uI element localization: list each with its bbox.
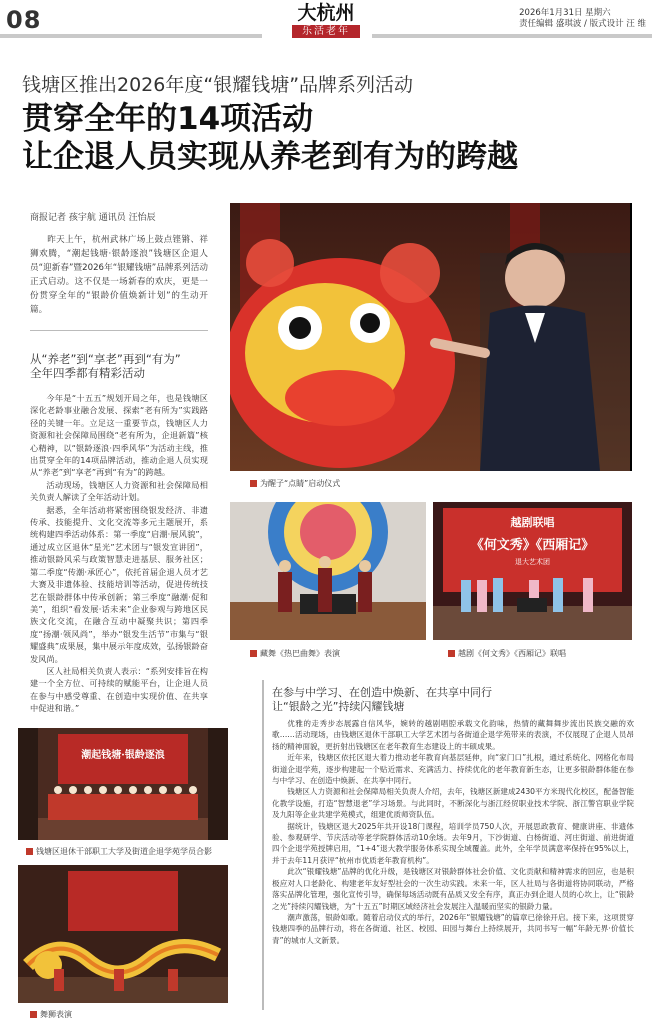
section2-body — [272, 718, 634, 946]
opera-screen-works: 《何文秀》《西厢记》 — [470, 538, 595, 553]
intro-text: 昨天上午，杭州武林广场上鼓点铿锵、祥狮欢腾，“潮起钱塘·银龄逐浪”钱塘区企退人员“迎新春”暨2026年“银耀钱塘”品牌系列活动正式启动。这不仅是一场新春的欢庆，更是一份贯穿全年的“银龄价值焕新计划”的生动开篇。 — [30, 235, 208, 315]
intro-paragraph — [30, 233, 208, 317]
header-rule-left — [0, 34, 262, 38]
section2-title-line-2: 让“银龄之光”持续闪耀钱塘 — [272, 700, 405, 713]
opera-screen-sub: 退大艺术团 — [515, 558, 550, 566]
section2-paragraph: 近年来，钱塘区依托区退大着力推动老年教育向基层延伸，向“家门口”扎根，通过系统化、网格化布局街道企退学苑，逐步构建起一个贴近需求、充满活力、持续优化的老年教育新生态，让更多银龄群体能在参与中学习、在创造中焕新、在共享中同行。 — [272, 753, 634, 786]
section2-paragraph: 优雅的走秀步态展露自信风华，婉转的越剧唱腔承载文化韵味，热情的藏舞舞步流出民族交融的欢歌……活动现场，由钱塘区退休干部职工大学艺术团与各街道企退学苑带来的表演，不仅展现了企退人员昂扬的精神面貌，更折射出钱塘区在老年教育生态建设上的丰硕成果。 — [272, 719, 634, 751]
intro-divider — [30, 330, 208, 331]
section1-title-line-1: 从“养老”到“享老”再到“有为” — [30, 352, 181, 366]
article-headline — [22, 100, 518, 176]
caption-dance — [250, 648, 340, 659]
brand-title: 大杭州 — [297, 2, 355, 24]
photo-dragon-dance — [18, 865, 228, 1003]
photo-tibetan-dance — [230, 502, 426, 640]
section2-title-line-1: 在参与中学习、在创造中焕新、在共享中同行 — [272, 686, 492, 699]
page-number: 08 — [6, 6, 42, 34]
byline: 商报记者 孩宇航 通讯员 汪怡辰 — [30, 213, 156, 223]
caption-opera-text: 越剧《何文秀》《西厢记》联唱 — [458, 649, 566, 658]
caption-group — [26, 846, 212, 857]
header-rule-right — [372, 34, 652, 38]
editors: 责任编辑 盛琪波 / 版式设计 汪 维 — [519, 19, 646, 29]
caption-group-text: 钱塘区退休干部职工大学及街道企退学苑学员合影 — [36, 847, 212, 856]
section1-paragraph: 据悉，全年活动将紧密围绕银发经济、非遗传承、技能提升、文化交流等多元主题展开，系统构建四季活动体系：第一季度“启潮·展风貌”，通过成立区退休“星光”艺术团与“银发宣讲团”，推动银龄风采与政策智慧走进基层、服务社区；第二季度“传潮·承匠心”，依托首届企退人员才艺大赛及非遗体验、技能培训等活动，促进传统技艺在银龄群体中传承创新；第三季度“融潮·促和美”，组织“看发展·话未来”企业参观与跨地区民族文化交流，在融合互动中凝聚共识；第四季度“扬潮·领风尚”，举办“银发生活节”市集与“银耀盛典”成果展，集中展示年度成效，弘扬银龄奋发风尚。 — [30, 504, 208, 664]
caption-dance-text: 藏舞《热巴曲舞》表演 — [260, 649, 340, 658]
section1-title — [30, 352, 181, 380]
article-kicker: 钱塘区推出2026年度“银耀钱塘”品牌系列活动 — [22, 74, 414, 96]
photo-yue-opera — [433, 502, 632, 640]
section1-title-line-2: 全年四季都有精彩活动 — [30, 366, 145, 380]
lion-illustration — [230, 203, 632, 471]
caption-marker-icon — [250, 650, 257, 657]
dragon-illustration — [18, 865, 228, 1003]
section2-paragraph: 钱塘区人力资源和社会保障局相关负责人介绍，去年，钱塘区新建成2430平方米现代化校区，配备智能化教学设施，打造“智慧退老”学习场景。与此同时，不断深化与浙江经贸职业技术学院、浙江警官职业学院及九阳等企业共建学苑模式，组建优质师资队伍。 — [272, 787, 634, 820]
caption-dragon — [30, 1009, 72, 1020]
group-banner-text: 潮起钱塘·银龄逐浪 — [81, 750, 165, 761]
brand-logo — [292, 2, 360, 38]
photo-lion-eye-dotting — [230, 203, 632, 471]
caption-marker-icon — [250, 480, 257, 487]
brand-subtitle: 乐活老年 — [292, 25, 360, 38]
opera-screen-text — [433, 514, 632, 567]
caption-opera — [448, 648, 566, 659]
page-header — [0, 0, 652, 44]
header-meta — [519, 8, 646, 30]
issue-date: 2026年1月31日 星期六 — [519, 8, 611, 18]
section2-paragraph: 此次“银耀钱塘”品牌的优化升级，是钱塘区对银龄群体社会价值、文化贡献和精神需求的回应，也是积极应对人口老龄化、构建老年友好型社会的一次生动实践。未来一年，区人社局与各街道将协同联动，严格落实品牌化管理，强化宣传引导，确保每场活动既有品质又安全有序，真正办到企退人员的心坎上，让“银龄之光”持续闪耀钱塘，为“十五五”时期区域经济社会发展注入温暖而坚实的银龄力量。 — [272, 867, 634, 911]
caption-dragon-text: 舞狮表演 — [40, 1010, 72, 1019]
caption-marker-icon — [30, 1011, 37, 1018]
dance-illustration — [230, 502, 426, 640]
photo-group — [18, 728, 228, 840]
section1-paragraph: 今年是“十五五”规划开局之年，也是钱塘区深化老龄事业融合发展、探索“老有所为”实践路径的关键一年。立足这一重要节点，钱塘区人力资源和社会保障局围绕“老有所为，企退新篇”核心精神，以“银龄逐浪·四季风华”为活动主线，推出贯穿全年的14项品牌活动，推动企退人员实现从“养老”到“享老”再到“有为”的跨越。 — [30, 393, 208, 478]
section1-paragraph: 区人社局相关负责人表示：“系列安排旨在构建一个全方位、可持续的赋能平台，让企退人员在参与中感受尊重、在创造中实现价值、在共享中促进和谐。” — [30, 665, 208, 714]
caption-lion — [250, 478, 340, 489]
section2-title — [272, 686, 492, 714]
group-illustration — [18, 728, 228, 840]
section2-paragraph: 据统计，钱塘区退大2025年共开设18门课程，培训学员750人次，开展思政教育、健康讲座、非遗体验、参观研学、节庆活动等老学院群体活动10余场。去年9月，下沙街道、白杨街道、河庄街道、前进街道四个企退学苑授牌启用，“1+4”退大教学服务体系实现全域覆盖。此外，全年学员满意率保持在95%以上，并于去年11月获评“杭州市优质老年教育机构”。 — [272, 821, 634, 865]
section2-paragraph: 潮声激荡，银龄如歌。随着启动仪式的举行，2026年“银耀钱塘”的篇章已徐徐开启。接下来，这项贯穿钱塘四季的品牌行动，将在各街道、社区、校园、田园与舞台上持续展开，共同书写一幅“年龄无界·价值长青”的城市人文新景。 — [272, 912, 634, 945]
section1-body — [30, 392, 208, 715]
headline-line-1: 贯穿全年的14项活动 — [22, 101, 314, 137]
opera-screen-title: 越剧联唱 — [510, 516, 555, 529]
caption-lion-text: 为醒子“点睛”启动仪式 — [260, 479, 341, 488]
headline-line-2: 让企退人员实现从养老到有为的跨越 — [22, 139, 518, 175]
section1-paragraph: 活动现场，钱塘区人力资源和社会保障局相关负责人解读了全年活动计划。 — [30, 479, 208, 503]
caption-marker-icon — [448, 650, 455, 657]
caption-marker-icon — [26, 848, 33, 855]
